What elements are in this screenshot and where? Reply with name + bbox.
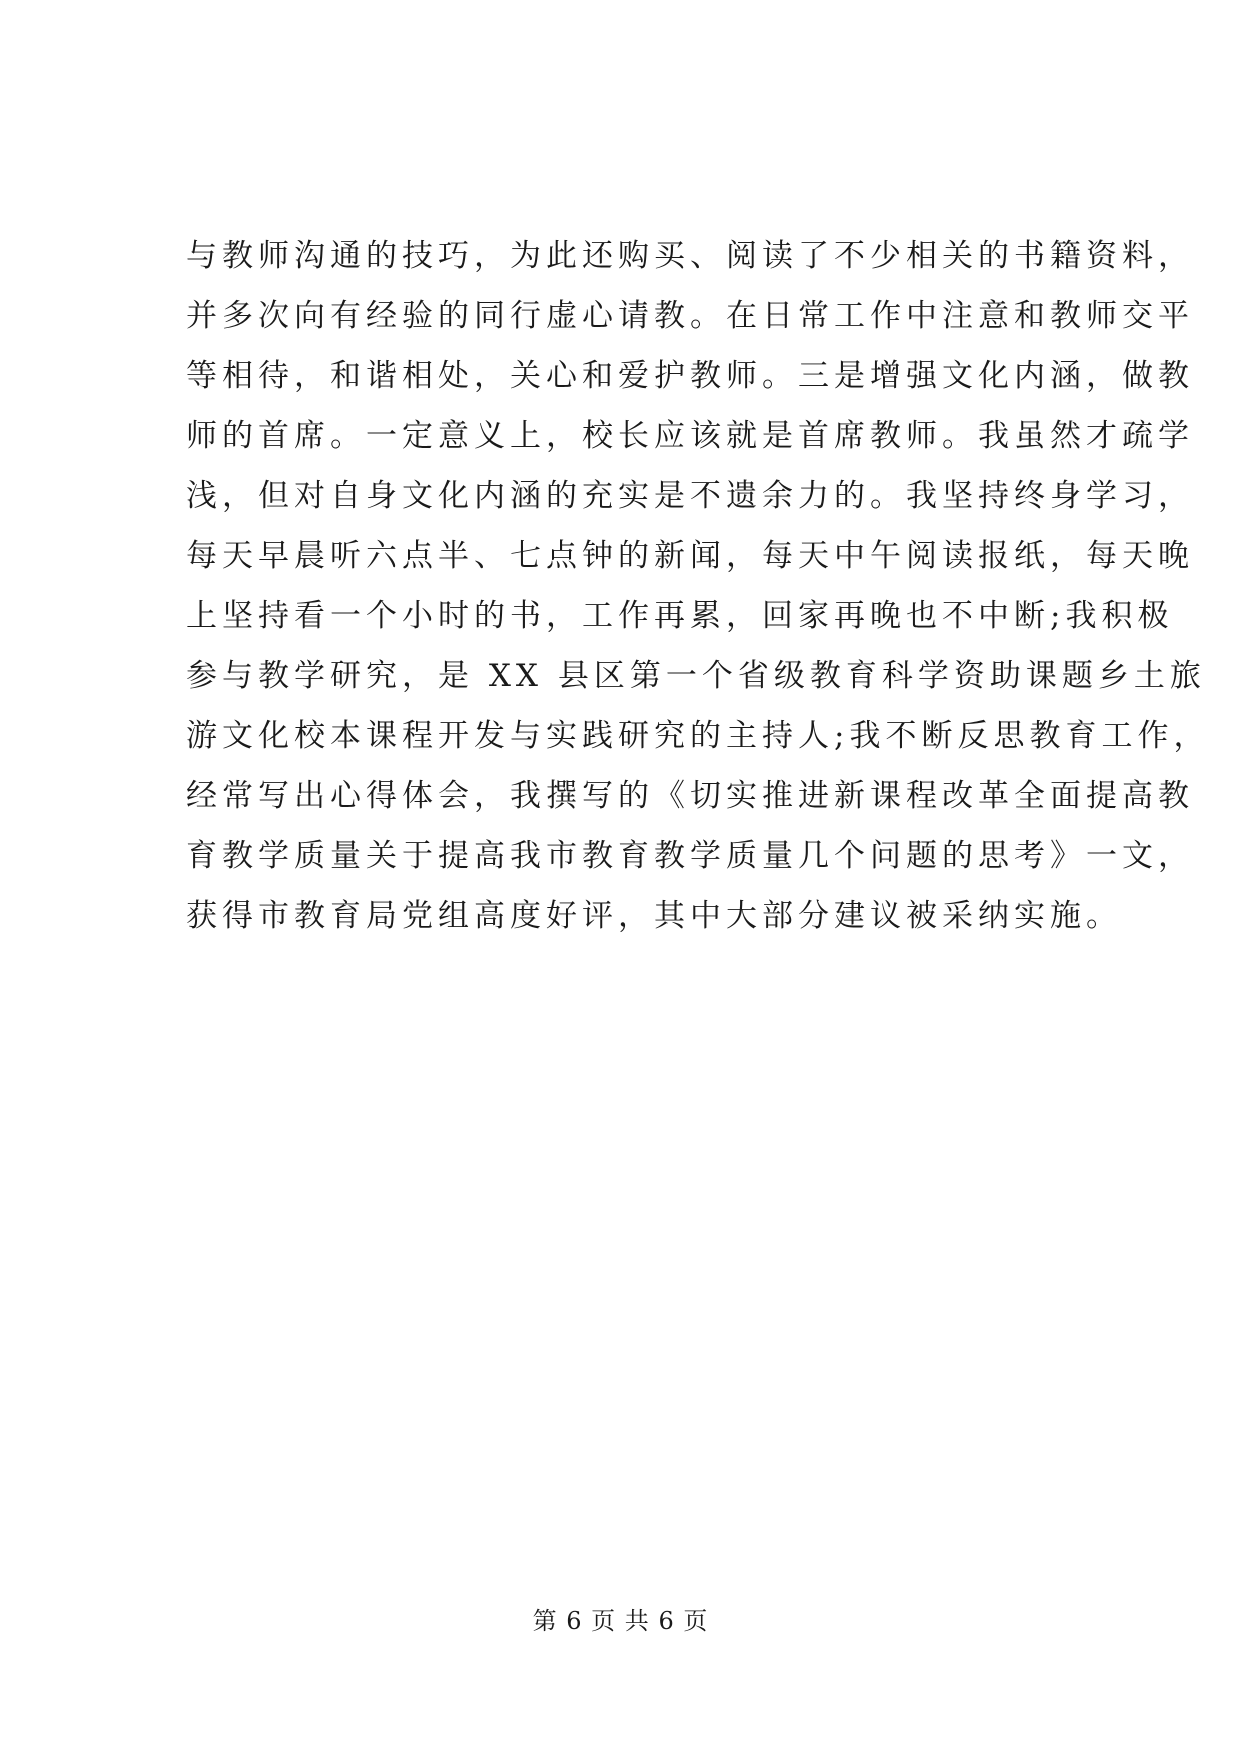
text-line: 上坚持看一个小时的书，工作再累，回家再晚也不中断;我积极 — [186, 598, 1174, 634]
text-line: 与教师沟通的技巧，为此还购买、阅读了不少相关的书籍资料， — [186, 238, 1194, 274]
text-line: 并多次向有经验的同行虚心请教。在日常工作中注意和教师交平 — [186, 298, 1194, 334]
text-line: 每天早晨听六点半、七点钟的新闻，每天中午阅读报纸，每天晚 — [186, 538, 1194, 574]
text-line: 等相待，和谐相处，关心和爱护教师。三是增强文化内涵，做教 — [186, 358, 1194, 394]
text-line: 获得市教育局党组高度好评，其中大部分建议被采纳实施。 — [186, 898, 1122, 934]
text-line: 育教学质量关于提高我市教育教学质量几个问题的思考》一文， — [186, 838, 1194, 874]
text-line: 师的首席。一定意义上，校长应该就是首席教师。我虽然才疏学 — [186, 418, 1194, 454]
page-number-footer: 第 6 页 共 6 页 — [532, 1607, 709, 1635]
text-line: 游文化校本课程开发与实践研究的主持人;我不断反思教育工作， — [186, 718, 1210, 754]
body-paragraph — [186, 226, 1210, 946]
text-line: 经常写出心得体会，我撰写的《切实推进新课程改革全面提高教 — [186, 778, 1194, 814]
text-line: 浅，但对自身文化内涵的充实是不遗余力的。我坚持终身学习， — [186, 478, 1194, 514]
text-line: 参与教学研究，是 XX 县区第一个省级教育科学资助课题乡土旅 — [186, 658, 1206, 694]
